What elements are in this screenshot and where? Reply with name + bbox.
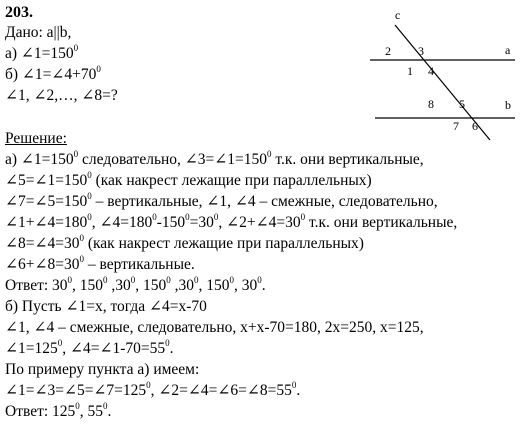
solution-line-10: $\angle 1=125^0$, $\angle 4=\angle 1-70=55^0$. [5, 338, 174, 357]
given-line-2: а) $\angle 1=150^0$ [5, 43, 79, 62]
degree-superscript: 0 [165, 338, 170, 348]
degree-superscript: 0 [194, 275, 199, 285]
degree-superscript: 0 [73, 43, 79, 53]
degree-superscript: 0 [300, 212, 306, 222]
solution-line-5: $\angle 8=\angle 4=30^0$ (как накрест лежащие при параллельных) [5, 233, 364, 252]
degree-superscript: 0 [103, 401, 108, 411]
degree-superscript: 0 [229, 275, 235, 285]
degree-superscript: 0 [103, 275, 108, 285]
solution-line-3: $\angle 7=\angle 5=150^0$ – вертикальные, ∠1, ∠4 – смежные, следовательно, [5, 191, 438, 210]
solution-line-11: По примеру пункта а) имеем: [5, 361, 200, 378]
solution-line-4: $\angle 1+\angle 4=180^0$, $\angle 4=180^0-150^0=30^0$, $\angle 2+\angle 4=30^0$ т.к. они вертикальные, [5, 212, 458, 231]
label-c: c [395, 8, 401, 22]
degree-superscript: 0 [213, 212, 219, 222]
degree-superscript: 0 [57, 338, 63, 348]
angle-label-7: 7 [453, 119, 459, 133]
given-line-4: ∠1, ∠2,…, ∠8=? [5, 87, 118, 104]
angle-label-5: 5 [459, 97, 465, 111]
degree-superscript: 0 [267, 149, 272, 159]
angle-label-4: 4 [428, 64, 434, 78]
angle-label-6: 6 [472, 119, 478, 133]
degree-superscript: 0 [291, 380, 297, 390]
solution-heading: Решение: [5, 130, 67, 147]
solution-line-7: Ответ: $30^0$, $150^0$ $,30^0$, $150^0$ $,30^0$, $150^0$, $30^0$. [5, 275, 266, 294]
degree-superscript: 0 [152, 212, 157, 222]
degree-superscript: 0 [67, 275, 73, 285]
solution-line-6: $\angle 6+\angle 8=30^0$ – вертикальные. [5, 254, 195, 273]
solution-line-8: б) Пусть ∠1=x, тогда ∠4=x-70 [5, 298, 207, 315]
solution-line-1: а) $\angle 1=150^0$ следовательно, $\angle 3=\angle 1=150^0$ т.к. они вертикальные, [5, 149, 424, 168]
angle-label-8: 8 [428, 97, 434, 111]
degree-superscript: 0 [87, 170, 92, 180]
degree-superscript: 0 [79, 233, 84, 243]
degree-superscript: 0 [96, 64, 101, 74]
degree-superscript: 0 [166, 275, 171, 285]
angle-label-1: 1 [407, 64, 413, 78]
degree-superscript: 0 [257, 275, 262, 285]
given-line-3: б) $\angle 1=\angle 4+70^0$ [5, 64, 101, 83]
degree-superscript: 0 [73, 149, 79, 159]
label-b: b [505, 98, 511, 112]
degree-superscript: 0 [130, 275, 136, 285]
label-a: a [505, 43, 511, 57]
solution-line-2: $\angle 5=\angle 1=150^0$ (как накрест лежащие при параллельных) [5, 170, 372, 189]
degree-superscript: 0 [87, 191, 92, 201]
degree-superscript: 0 [75, 401, 80, 411]
degree-superscript: 0 [146, 380, 151, 390]
angle-label-2: 2 [385, 44, 391, 58]
problem-number: 203. [5, 4, 33, 21]
solution-line-12: $\angle 1=\angle 3=\angle 5=\angle 7=125^0$, $\angle 2=\angle 4=\angle 6=\angle 8=55^0$. [5, 380, 301, 399]
solution-line-13: Ответ: $125^0$, $55^0$. [5, 401, 112, 420]
degree-superscript: 0 [87, 212, 92, 222]
degree-superscript: 0 [79, 254, 84, 264]
degree-superscript: 0 [185, 212, 190, 222]
solution-line-9: ∠1, ∠4 – смежные, следовательно, x+x-70=180, 2x=250, x=125, [5, 319, 424, 336]
angle-label-3: 3 [418, 44, 424, 58]
given-line-1: Дано: a||b, [5, 24, 72, 41]
